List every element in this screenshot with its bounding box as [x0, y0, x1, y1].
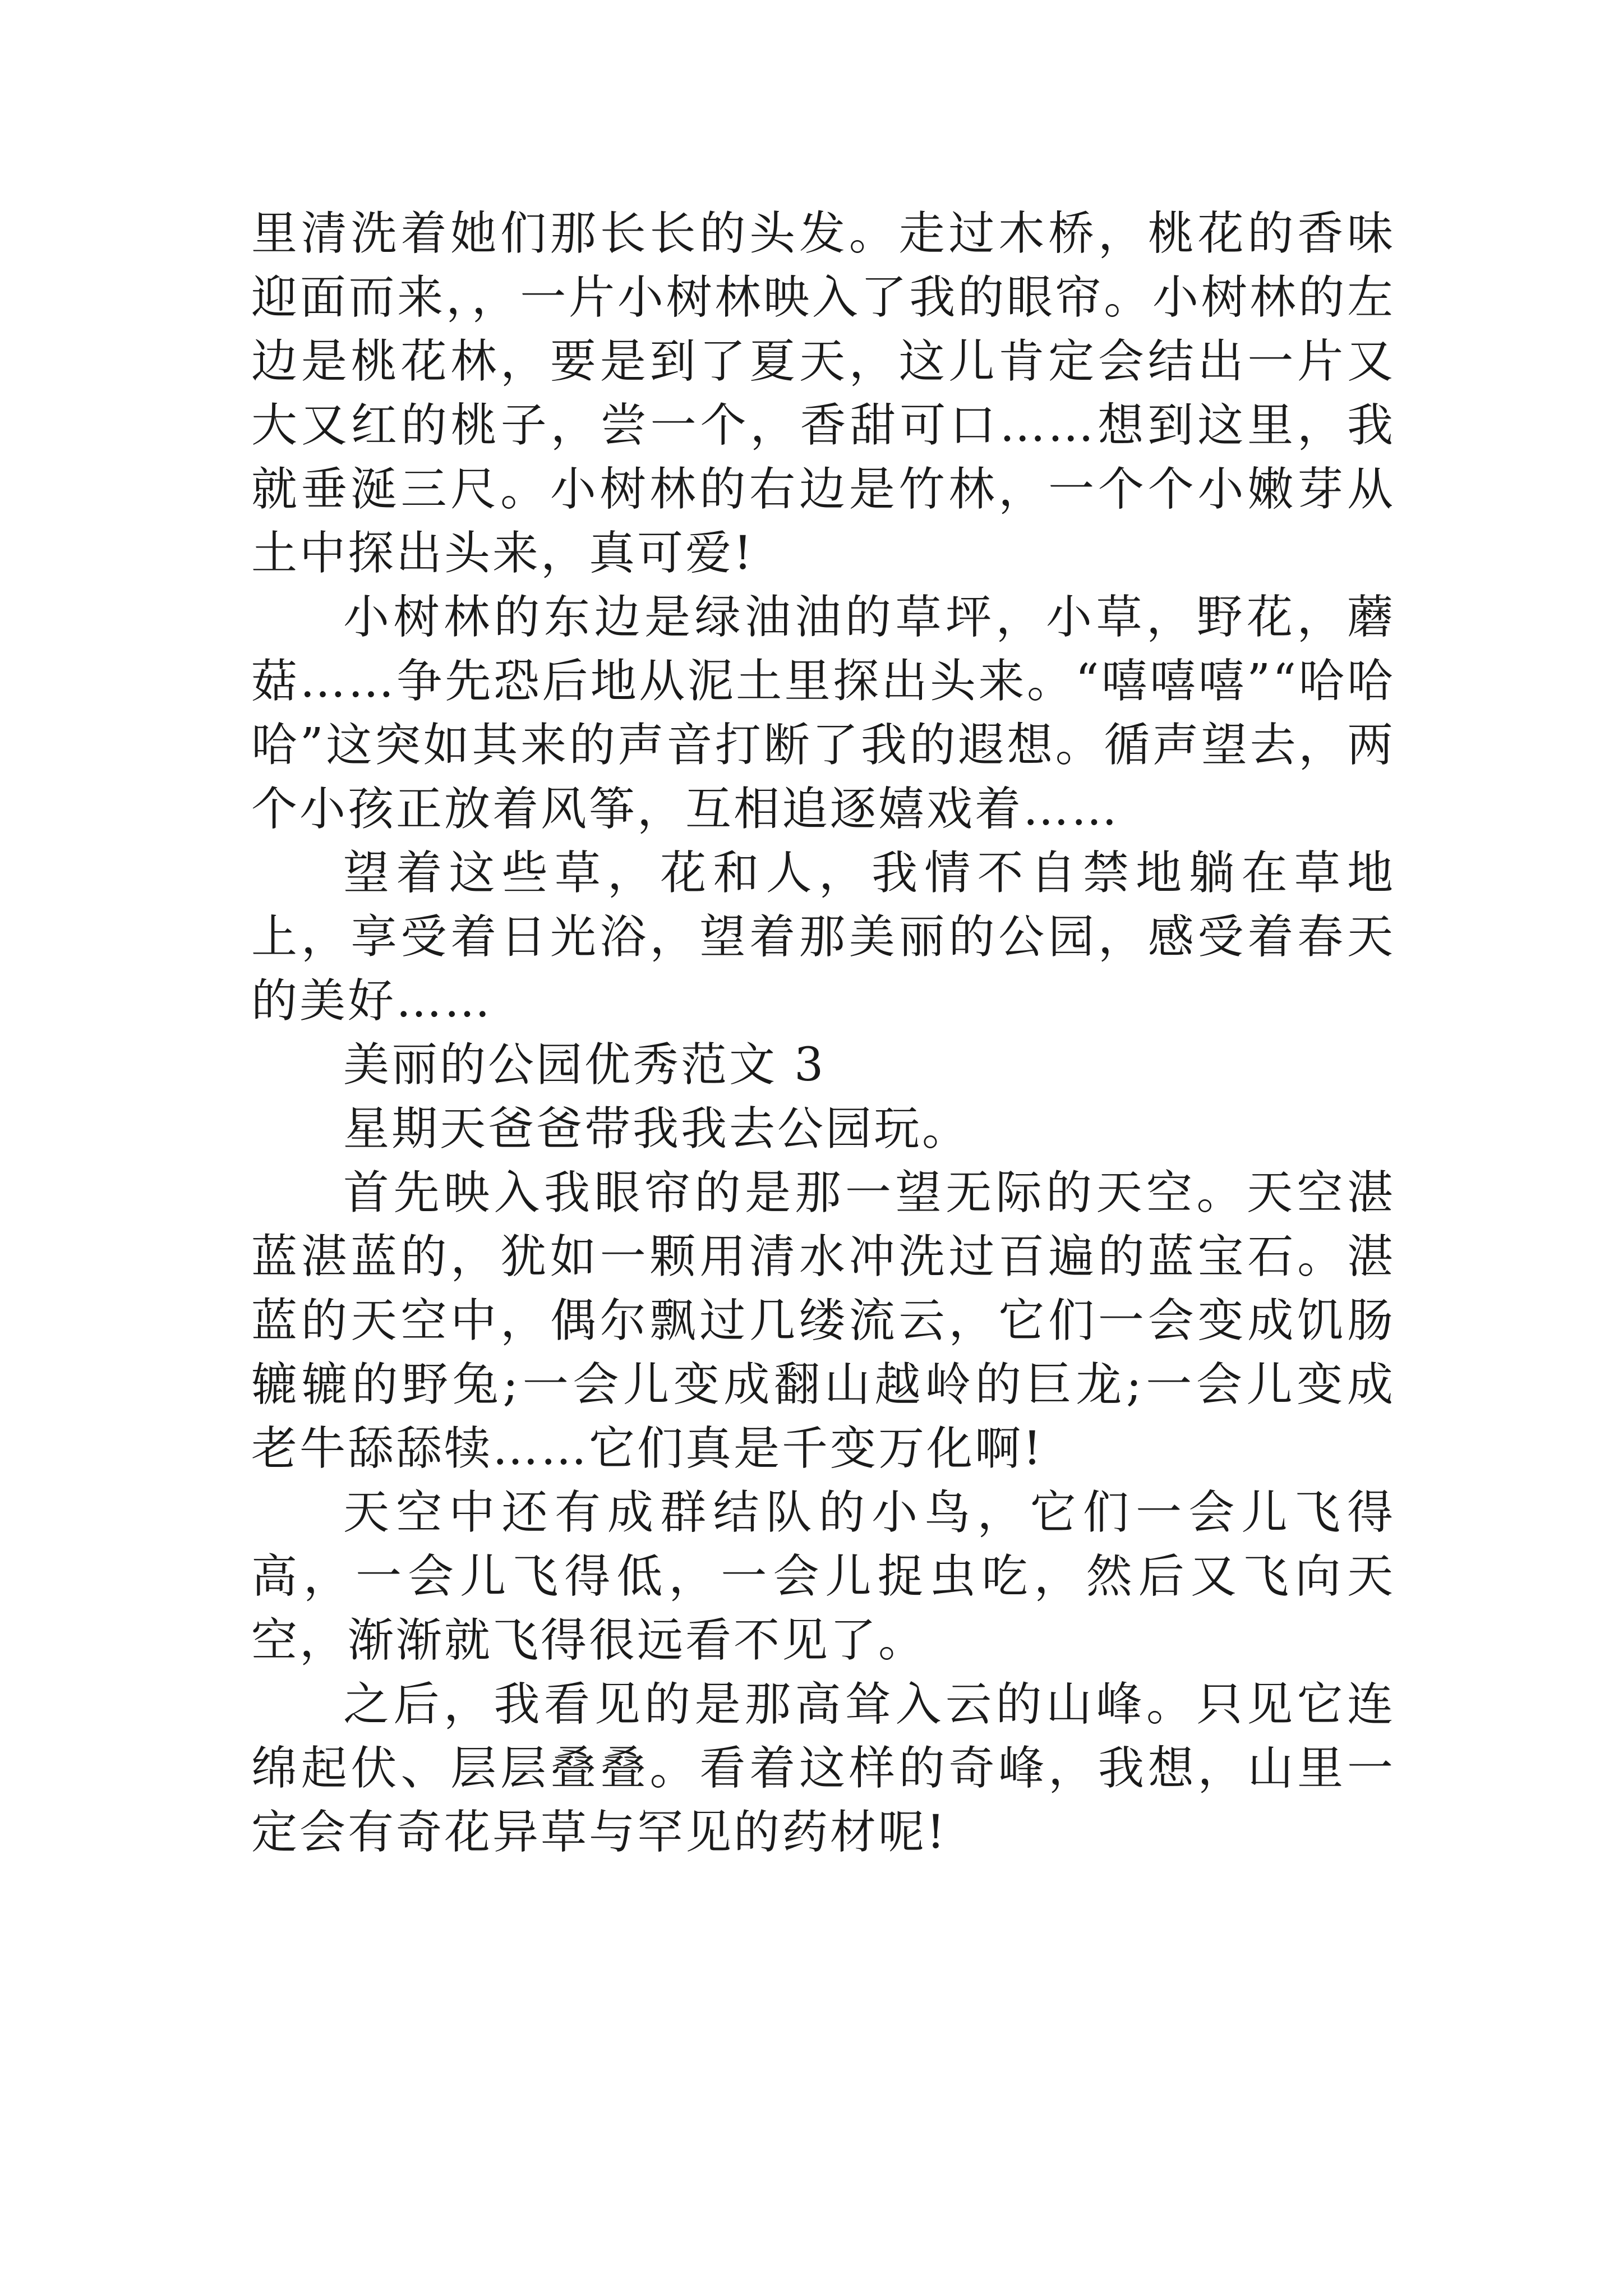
paragraph-4: 星期天爸爸带我我去公园玩。 [343, 1102, 971, 1156]
article-body [251, 202, 1395, 1865]
paragraph-1: 里清洗着她们那长长的头发。走过木桥，桃花的香味迎面而来，，一片小树林映入了我的眼帘。小树林的左边是桃花林，要是到了夏天，这儿肯定会结出一片又大又红的桃子，尝一个，香甜可口……想到这里，我就垂涎三尺。小树林的右边是竹林，一个个小嫩芽从土中探出头来，真可爱! [251, 207, 1395, 580]
paragraph-6: 天空中还有成群结队的小鸟，它们一会儿飞得高，一会儿飞得低，一会儿捉虫吃，然后又飞向天空，渐渐就飞得很远看不见了。 [251, 1486, 1395, 1667]
paragraph-2: 小树林的东边是绿油油的草坪，小草，野花，蘑菇……争先恐后地从泥土里探出头来。“嘻嘻嘻”“哈哈哈”这突如其来的声音打断了我的遐想。循声望去，两个小孩正放着风筝，互相追逐嬉戏着…… [251, 591, 1395, 836]
paragraph-5: 首先映入我眼帘的是那一望无际的天空。天空湛蓝湛蓝的，犹如一颗用清水冲洗过百遍的蓝宝石。湛蓝的天空中，偶尔飘过几缕流云，它们一会变成饥肠辘辘的野兔;一会儿变成翻山越岭的巨龙;一会儿变成老牛舔舔犊……它们真是千变万化啊! [251, 1166, 1395, 1475]
paragraph-7: 之后，我看见的是那高耸入云的山峰。只见它连绵起伏、层层叠叠。看着这样的奇峰，我想，山里一定会有奇花异草与罕见的药材呢! [251, 1678, 1395, 1859]
paragraph-3: 望着这些草，花和人，我情不自禁地躺在草地上，享受着日光浴，望着那美丽的公园，感受着春天的美好…… [251, 846, 1395, 1028]
section-heading: 美丽的公园优秀范文 3 [343, 1038, 826, 1092]
